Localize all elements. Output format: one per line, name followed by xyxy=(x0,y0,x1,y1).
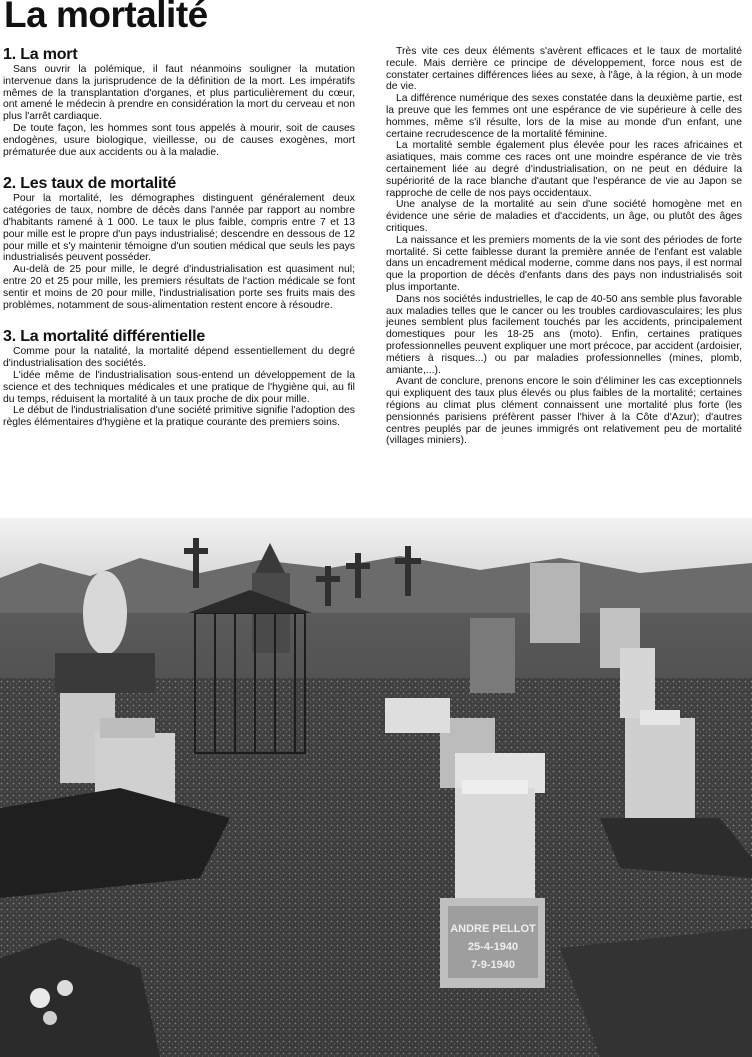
section-heading-la-mort: 1. La mort xyxy=(3,46,78,63)
plaque-date-birth: 25-4-1940 xyxy=(467,941,519,953)
paragraph: Une analyse de la mortalité au sein d'une société homogène met en évidence une série de maladies et d'accidents, un âge, ou plutôt des âges critiques. xyxy=(386,199,742,234)
paragraph: Sans ouvrir la polémique, il faut néanmoins souligner la mutation intervenue dans la jurisprudence de la définition de la mort. Les impératifs mêmes de la transplantation d'organes, et plus particulièrement du cœur, ont amené le médecin à prendre en considération la mort du cerveau et non plus l'arrêt cardiaque. xyxy=(3,64,355,123)
paragraph: Très vite ces deux éléments s'avèrent efficaces et le taux de mortalité recule. Mais derrière ce principe de développement, force nous est de constater certaines différences liées au sexe, à l'âge, à la région, à un mode de vie. xyxy=(386,46,742,93)
cemetery-photo xyxy=(0,518,752,1057)
paragraph: La mortalité semble également plus élevée pour les races africaines et asiatiques, mais comme ces races ont une moindre espérance de vie très certainement liée au degré d'industrialisation, on ne peut en déduire la supériorité de la race blanche d'autant que l'espérance de vie au Japon se rapproche de celle de nos pays occidentaux. xyxy=(386,140,742,199)
paragraph: Le début de l'industrialisation d'une société primitive signifie l'adoption des règles élémentaires d'hygiène et la pratique courante des premiers soins. xyxy=(3,405,355,429)
page-title: La mortalité xyxy=(4,0,208,35)
paragraph: Avant de conclure, prenons encore le soin d'éliminer les cas exceptionnels qui expliquent des taux plus élevés ou plus faibles de la mortalité; certaines régions au climat plus clément connaissent une mortalité plus forte (les pensionnés parisiens préfèrent passer l'hiver à la Côte d'Azur); d'autres centres peuplés par de jeunes immigrés ont relativement peu de mortalité (villages miniers). xyxy=(386,376,742,447)
section-heading-mortalite-differentielle: 3. La mortalité différentielle xyxy=(3,328,206,346)
plaque-date-death: 7-9-1940 xyxy=(470,959,516,971)
paragraph: L'idée même de l'industrialisation sous-entend un développement de la science et des techniques médicales et une pratique de l'hygiène qui, au fil du temps, réduisent la mortalité à un taux proche de dix pour mille. xyxy=(3,369,355,405)
paragraph: De toute façon, les hommes sont tous appelés à mourir, soit de causes endogènes, usure biologique, vieillesse, ou de causes exogènes, mort prématurée due aux accidents ou à la maladie. xyxy=(3,122,355,158)
paragraph: Au-delà de 25 pour mille, le degré d'industrialisation est quasiment nul; entre 20 et 25 pour mille, les premiers résultats de l'action médicale se font sentir et moins de 20 pour mille, l'industrialisation porte ses fruits mais des problèmes, notamment de sous-alimentation restent encore à résoudre. xyxy=(3,264,355,311)
paragraph: Pour la mortalité, les démographes distinguent généralement deux catégories de taux, nombre de décès dans l'année par rapport au nombre d'habitants ramené à 1 000. Le taux le plus faible, compris entre 7 et 13 pour mille est le propre d'un pays industrialisé; descendre en dessous de 12 pour mille et s'y maintenir témoigne d'un soutien médical que seuls les pays industrialisés peuvent posséder. xyxy=(3,193,355,264)
section-heading-taux-de-mortalite: 2. Les taux de mortalité xyxy=(3,175,177,193)
paragraph: La différence numérique des sexes constatée dans la deuxième partie, est la preuve que les femmes ont une espérance de vie supérieure à celle des hommes, même s'il résulte, lors de la mise au monde d'un enfant, une certaine recrudescence de la mortalité féminine. xyxy=(386,93,742,140)
right-column xyxy=(386,46,742,447)
paragraph: Dans nos sociétés industrielles, le cap de 40-50 ans semble plus favorable aux maladies telles que le cancer ou les troubles cardiovasculaires; les plus jeunes semblent plus facilement touchés par les accidents, principalement domestiques pour les 18-25 ans (moto). Enfin, certaines pratiques professionnelles peuvent expliquer une mort précoce, par accident (ardoisier, métiers à risques...) ou par maladies professionnelles (mines, plomb, amiante,...). xyxy=(386,293,742,376)
plaque-name: ANDRE PELLOT xyxy=(450,923,536,935)
paragraph: La naissance et les premiers moments de la vie sont des périodes de forte mortalité. Si cette faiblesse durant la première année de l'enfant est valable dans un encadrement médical moderne, comme dans nos pays, il est normal que la proportion de décès d'enfants dans des pays non industrialisés soit plus importante. xyxy=(386,234,742,293)
paragraph: Comme pour la natalité, la mortalité dépend essentiellement du degré d'industrialisation des sociétés. xyxy=(3,346,355,370)
left-column xyxy=(3,46,355,429)
